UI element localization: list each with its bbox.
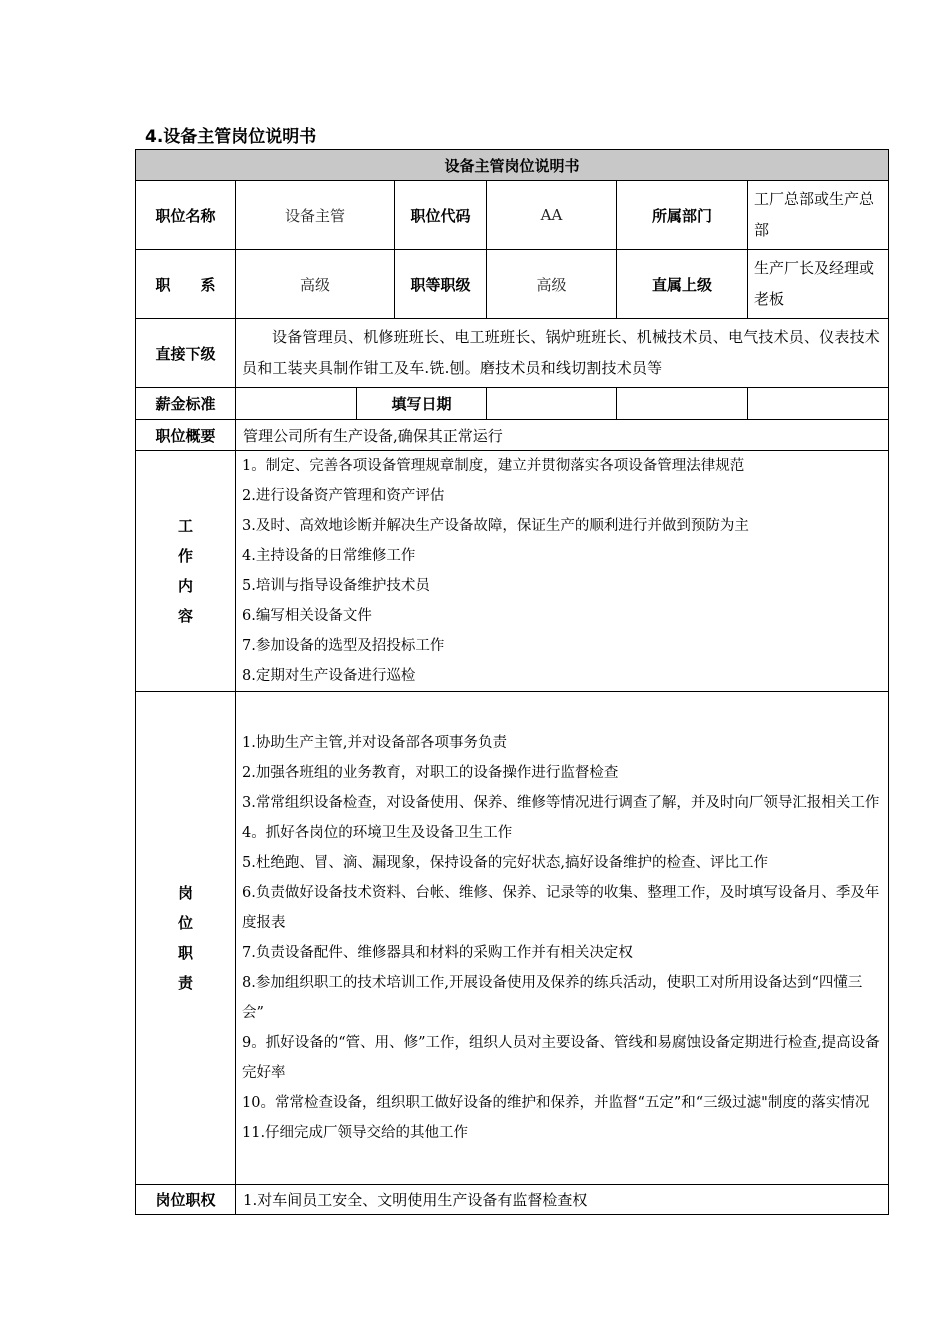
list-item: 8.定期对生产设备进行巡检 <box>242 668 416 684</box>
blank-cell-2 <box>748 388 889 420</box>
work-label-char: 工 <box>177 517 193 535</box>
table-title: 设备主管岗位说明书 <box>136 150 889 181</box>
list-item: 1。制定、完善各项设备管理规章制度，建立并贯彻落实各项设备管理法律规范 <box>242 458 745 474</box>
fill-date-label: 填写日期 <box>357 388 487 420</box>
list-item: 6.负责做好设备技术资料、台帐、维修、保养、记录等的收集、整理工作，及时填写设备月、季及年度报表 <box>242 885 880 931</box>
subordinates-row <box>136 319 889 388</box>
duties-label-char: 责 <box>177 974 193 992</box>
grade-value: 高级 <box>487 250 617 319</box>
list-item: 3.及时、高效地诊断并解决生产设备故障，保证生产的顺利进行并做到预防为主 <box>242 518 749 534</box>
list-item: 4。抓好各岗位的环境卫生及设备卫生工作 <box>242 825 513 841</box>
position-row <box>136 181 889 250</box>
summary-text: 管理公司所有生产设备,确保其正常运行 <box>236 420 889 451</box>
list-item: 2.加强各班组的业务教育，对职工的设备操作进行监督检查 <box>242 765 619 781</box>
supervisor-label: 直属上级 <box>617 250 748 319</box>
work-content-list <box>236 451 889 692</box>
grade-label: 职等职级 <box>395 250 487 319</box>
blank-cell-1 <box>617 388 748 420</box>
list-item: 9。抓好设备的“管、用、修”工作，组织人员对主要设备、管线和易腐蚀设备定期进行检查,提高设备完好率 <box>242 1035 880 1081</box>
list-item: 10。常常检查设备，组织职工做好设备的维护和保养，并监督“五定”和“三级过滤"制度的落实情况 <box>242 1095 870 1111</box>
department-label: 所属部门 <box>617 181 748 250</box>
work-label-char: 作 <box>177 547 193 565</box>
summary-label: 职位概要 <box>136 420 236 451</box>
work-content-label <box>136 451 236 692</box>
work-label-char: 容 <box>177 607 193 625</box>
position-name-value: 设备主管 <box>236 181 395 250</box>
job-family-label: 职 系 <box>136 250 236 319</box>
position-code-label: 职位代码 <box>395 181 487 250</box>
list-item: 8.参加组织职工的技术培训工作,开展设备使用及保养的练兵活动，使职工对所用设备达到“四懂三会” <box>242 975 863 1021</box>
table-title-row <box>136 150 889 181</box>
list-item: 1.协助生产主管,并对设备部各项事务负责 <box>242 735 507 751</box>
position-name-label: 职位名称 <box>136 181 236 250</box>
duties-label-char: 岗 <box>177 884 193 902</box>
job-description-table <box>135 149 889 1215</box>
fill-date-value-cell <box>487 388 617 420</box>
list-item: 11.仔细完成厂领导交给的其他工作 <box>242 1125 469 1141</box>
duties-label-char: 职 <box>177 944 193 962</box>
list-item: 5.培训与指导设备维护技术员 <box>242 578 430 594</box>
list-item: 7.参加设备的选型及招投标工作 <box>242 638 445 654</box>
salary-row <box>136 388 889 420</box>
authority-label: 岗位职权 <box>136 1185 236 1215</box>
list-item: 7.负责设备配件、维修器具和材料的采购工作并有相关决定权 <box>242 945 633 961</box>
salary-value-cell <box>236 388 357 420</box>
subordinates-text: 设备管理员、机修班班长、电工班班长、锅炉班班长、机械技术员、电气技术员、仪表技术员和工装夹具制作钳工及车.铣.刨。磨技术员和线切割技术员等 <box>236 319 889 388</box>
duties-list <box>236 692 889 1185</box>
department-value: 工厂总部或生产总部 <box>748 181 889 250</box>
supervisor-value: 生产厂长及经理或老板 <box>748 250 889 319</box>
authority-row <box>136 1185 889 1215</box>
authority-text: 1.对车间员工安全、文明使用生产设备有监督检查权 <box>236 1185 889 1215</box>
list-item: 3.常常组织设备检查，对设备使用、保养、维修等情况进行调查了解，并及时向厂领导汇报相关工作 <box>242 795 880 811</box>
list-item: 6.编写相关设备文件 <box>242 608 372 624</box>
duties-label-char: 位 <box>177 914 193 932</box>
duties-label <box>136 692 236 1185</box>
list-item: 4.主持设备的日常维修工作 <box>242 548 416 564</box>
duties-row <box>136 692 889 1185</box>
summary-row <box>136 420 889 451</box>
job-family-value: 高级 <box>236 250 395 319</box>
grade-row <box>136 250 889 319</box>
list-item: 5.杜绝跑、冒、滴、漏现象，保持设备的完好状态,搞好设备维护的检查、评比工作 <box>242 855 768 871</box>
work-content-row <box>136 451 889 692</box>
position-code-value: AA <box>487 181 617 250</box>
work-label-char: 内 <box>177 577 193 595</box>
document-heading: 4.设备主管岗位说明书 <box>145 127 317 147</box>
subordinates-label: 直接下级 <box>136 319 236 388</box>
list-item: 2.进行设备资产管理和资产评估 <box>242 488 445 504</box>
salary-label: 薪金标准 <box>136 388 236 420</box>
